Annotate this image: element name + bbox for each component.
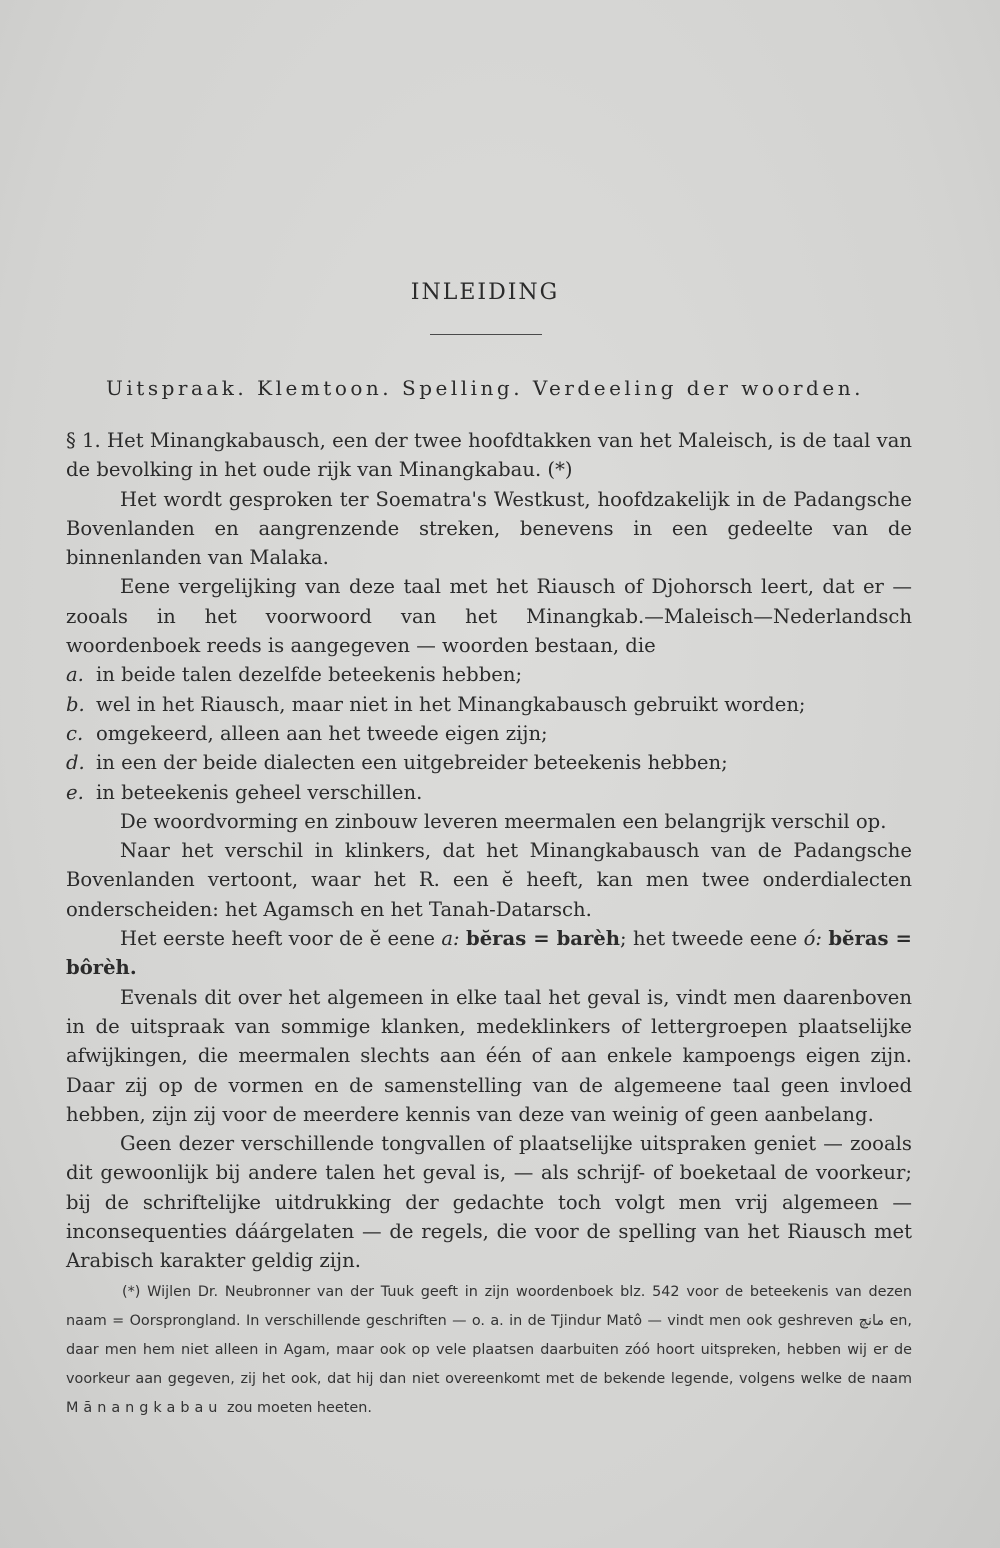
list-item-text: in beide talen dezelfde beteekenis hebben; [96,663,523,687]
list-item-label: d. [66,751,85,775]
body-text [66,426,912,1276]
list-item-label: b. [66,692,85,716]
footnote-text-2: en, daar men hem niet alleen in Agam, maar ook op vele plaatsen daarbuiten zóó hoort uitspreken, hebben wij er de voorkeur aan gegeven, zij het ook, dat hij dan niet overeenkomt met de bekende legende, volgens welke de naam [66,1313,913,1387]
arabic-word: مانچ [858,1313,885,1329]
example-agamsch: bĕras = barèh [466,927,621,951]
list-item-text: in een der beide dialecten een uitgebreider beteekenis hebben; [96,751,728,775]
period: . [129,956,137,980]
footnote-spaced-name: Mānangkabau [66,1400,223,1416]
list-item [66,748,912,777]
page-heading: INLEIDING [410,280,560,305]
vowel-a: a: [441,927,460,951]
list-item-text: in beteekenis geheel verschillen. [96,780,423,804]
paragraph-6 [66,924,912,983]
list-item-label: c. [66,721,84,745]
list-item-text: omgekeerd, alleen aan het tweede eigen zijn; [96,721,548,745]
example-tanah-datarsch: bĕras = bôrèh [66,927,912,980]
list-item-label: a. [66,663,84,687]
vowel-o: ó: [803,927,822,951]
heading-rule [430,334,542,335]
paragraph-6-text-2: ; het tweede eene [620,927,798,951]
list-item-label: e. [66,780,84,804]
paragraph-4: De woordvorming en zinbouw leveren meermalen een belangrijk verschil op. [120,809,887,833]
paragraph-8: Geen dezer verschillende tongvallen of plaatselijke uitspraken geniet — zooals dit gewoonlijk bij andere talen het geval is, — als schrijf- of boeketaal de voorkeur; bij de schriftelijke uitdrukking der gedachte toch volgt men vrij algemeen — inconsequenties dáárgelaten — de regels, die voor de spelling van het Riausch met Arabisch karakter geldig zijn. [66,1132,912,1273]
paragraph-6-text: Het eerste heeft voor de ĕ eene [120,927,435,951]
section-subheading: Uitspraak. Klemtoon. Spelling. Verdeeling der woorden. [106,376,864,400]
list-item [66,719,912,748]
footnote-text-3: zou moeten heeten. [226,1400,372,1416]
footnote [66,1278,912,1423]
list-item [66,660,912,689]
paragraph-1: § 1. Het Minangkabausch, een der twee hoofdtakken van het Maleisch, is de taal van de bevolking in het oude rijk van Minangkabau. (*) [66,429,912,482]
paragraph-7: Evenals dit over het algemeen in elke taal het geval is, vindt men daarenboven in de uitspraak van sommige klanken, medeklinkers of lettergroepen plaatselijke afwijkingen, die meermalen slechts aan één of aan enkele kampoengs eigen zijn. Daar zij op de vormen en de samenstelling van de algemeene taal geen invloed hebben, zijn zij voor de meerdere kennis van deze van weinig of geen aanbelang. [66,985,912,1126]
list-item-text: wel in het Riausch, maar niet in het Minangkabausch gebruikt worden; [96,692,806,716]
footnote-text-1: (*) Wijlen Dr. Neubronner van der Tuuk geeft in zijn woordenboek blz. 542 voor de beteekenis van dezen naam = Oorsprongland. In verschillende geschriften — o. a. in de Tjindur Matô — vindt men ook geshreven [66,1284,912,1329]
list-item [66,690,912,719]
paragraph-5: Naar het verschil in klinkers, dat het Minangkabausch van de Padangsche Bovenlanden vertoont, waar het R. een ĕ heeft, kan men twee onderdialecten onderscheiden: het Agamsch en het Tanah-Datarsch. [66,839,912,921]
paragraph-2: Het wordt gesproken ter Soematra's Westkust, hoofdzakelijk in de Padangsche Bovenlanden en aangrenzende streken, benevens in een gedeelte van de binnenlanden van Malaka. [66,487,912,570]
list-item [66,778,912,807]
paragraph-3: Eene vergelijking van deze taal met het Riausch of Djohorsch leert, dat er — zooals in het voorwoord van het Minangkab.—Maleisch—Nederlandsch woordenboek reeds is aangegeven — woorden bestaan, die [66,575,912,658]
